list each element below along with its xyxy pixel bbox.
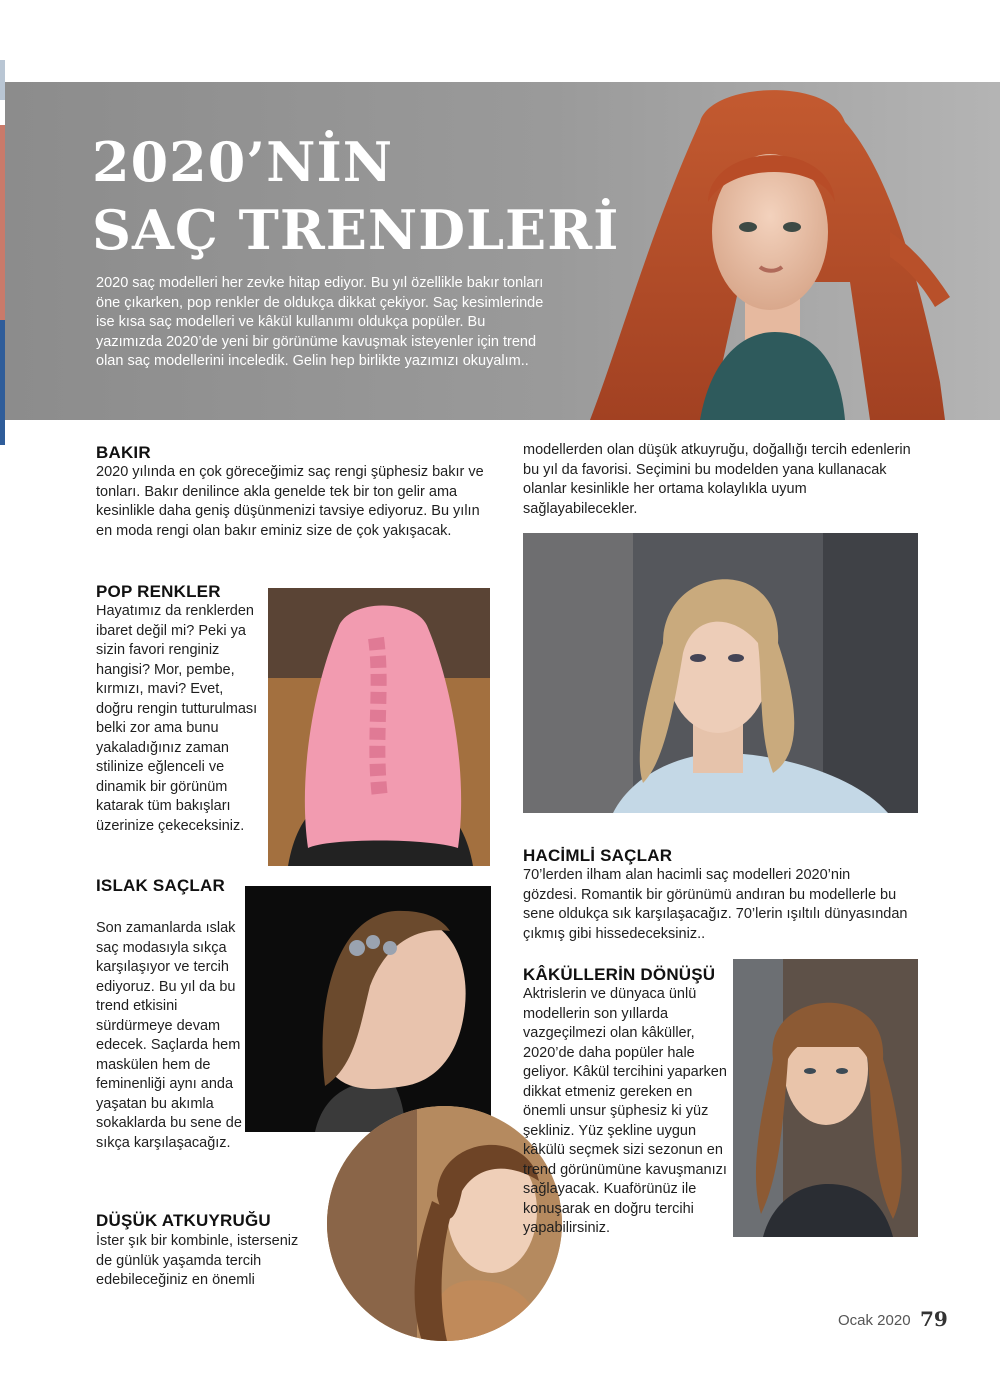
heading-dusuk-atkuyrugu: DÜŞÜK ATKUYRUĞU (96, 1211, 271, 1230)
photo-pink-hair (268, 588, 490, 866)
heading-pop-renkler: POP RENKLER (96, 582, 221, 601)
title-line-2: SAÇ TRENDLERİ (92, 198, 620, 262)
body-pop-renkler: Hayatımız da renklerden ibaret değil mi? Peki ya sizin favori renginiz hangisi? Mor, pembe, kırmızı, mavi? Evet, doğru rengin tutturulması belki zor ama bunu yakaladığınız zaman stilinize eğlenceli ve dinamik bir görünüm katarak tüm bakışları üzerinize çekeceksiniz. (96, 603, 258, 834)
page-title (92, 128, 619, 264)
intro-paragraph: 2020 saç modelleri her zevke hitap ediyor. Bu yıl özellikle bakır tonları öne çıkarken, pop renkler de oldukça dikkat çekiyor. Saç kesimlerinde ise kısa saç modelleri ve kâkül kullanımı oldukça popüler. Bu yazımızda 2020’de yeni bir görünüme kavuşmak isteyenler için trend olan saç modellerini inceledik. Gelin hep birlikte yazımızı okuyalım.. (96, 275, 544, 369)
heading-islak-saclar: ISLAK SAÇLAR (96, 876, 225, 895)
photo-voluminous-hair (523, 533, 918, 813)
body-hacimli-saclar: 70’lerden ilham alan hacimli saç modelleri 2020’nin gözdesi. Romantik bir görünümü andıran bu modellerle bu sene oldukça sık karşılaşacağız. 70’lerin ışıltılı dünyasından çıkmış gibi hissedeceksiniz.. (523, 867, 908, 942)
page-number: 79 (920, 1307, 948, 1331)
body-bakir: 2020 yılında en çok göreceğimiz saç rengi şüphesiz bakır ve tonları. Bakır denilince akla genelde tek bir ton gelir ama kesinlikle daha geniş düşünmenizi tavsiye ediyoruz. Bu yılın en moda rengi olan bakır eminiz size de çok yakışacak. (96, 464, 484, 539)
photo-wet-hair (245, 886, 491, 1132)
title-line-1: 2020’NİN (92, 130, 394, 194)
photo-bangs (733, 959, 918, 1237)
heading-bakir: BAKIR (96, 443, 151, 462)
body-dusuk-atkuyrugu-part1: İster şık bir kombinle, isterseniz de günlük yaşamda tercih edebileceğiniz en önemli (96, 1233, 299, 1288)
body-kakuller: Aktrislerin ve dünyaca ünlü modellerin son yıllarda vazgeçilmezi olan kâküller, 2020’de daha popüler hale geliyor. Kâkül tercihini yaparken dikkat etmeniz gereken en önemli unsur şüphesiz ki yüz şekliniz. Yüz şekline uygun kâkülü seçmek sizi sezonun en trend görünümüne kavuşmanızı sağlayacak. Kuaförünüz ile konuşarak en doğru tercihi yapabilirsiniz. (523, 986, 727, 1236)
body-islak-saclar: Son zamanlarda ıslak saç modasıyla sıkça karşılaşıyor ve tercih ediyoruz. Bu yıl da bu trend etkisini sürdürmeye devam edecek. Saçlarda hem maskülen hem de feminenliği aynı anda yaşatan bu akımla sokaklarda bu sene de sıkça karşılaşacağız. (96, 920, 242, 1151)
heading-hacimli-saclar: HACİMLİ SAÇLAR (523, 846, 673, 865)
body-dusuk-atkuyrugu-part2: modellerden olan düşük atkuyruğu, doğallığı tercih edenlerin bu yıl da favorisi. Seçimini bu modelden yana kullanacak olanlar kesinlikle her ortama kolaylıkla uyum sağlayabilecekler. (523, 442, 911, 517)
issue-date: Ocak 2020 (838, 1312, 911, 1329)
hero-portrait-photo (590, 82, 950, 420)
heading-kakuller: KÂKÜLLERİN DÖNÜŞÜ (523, 965, 716, 984)
